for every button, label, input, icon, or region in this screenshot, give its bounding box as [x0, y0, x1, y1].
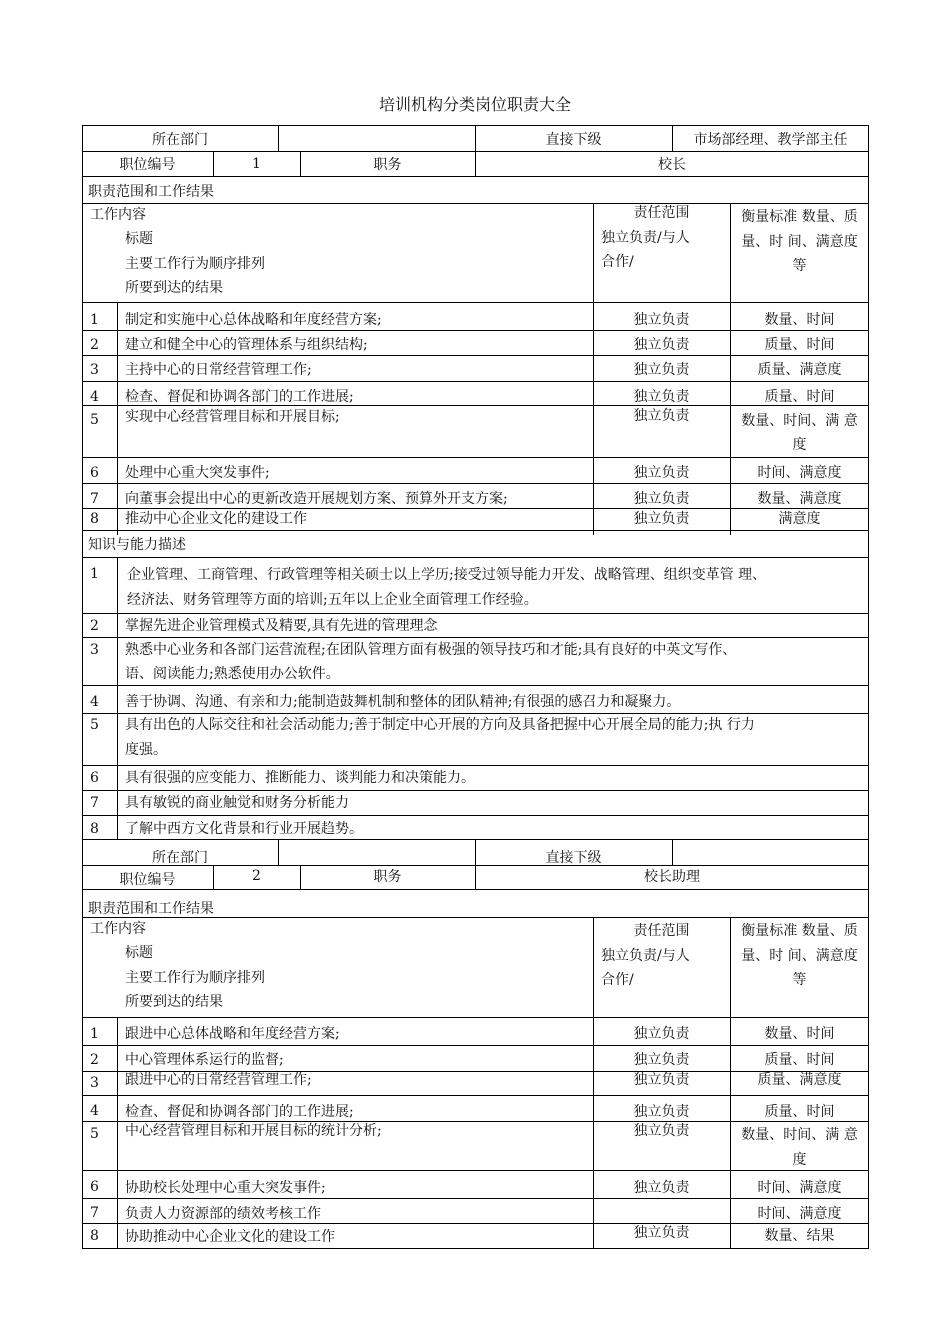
knowledge-number: 7 — [90, 795, 99, 811]
scope-header: 职责范围和工作结果 — [88, 184, 214, 200]
rule — [82, 1198, 869, 1199]
duty-responsibility: 独立负责 — [633, 491, 690, 507]
duty-text: 实现中心经营管理目标和开展目标; — [125, 409, 340, 425]
knowledge-text: 具有很强的应变能力、推断能力、谈判能力和决策能力。 — [125, 770, 475, 786]
duty-measure: 度 — [792, 437, 807, 453]
duty-number: 1 — [90, 1026, 99, 1042]
duty-number: 2 — [90, 337, 99, 353]
responsibility-header: 责任范围 — [633, 923, 690, 939]
duty-responsibility: 独立负责 — [633, 1123, 690, 1139]
rule — [82, 176, 869, 177]
dept-label: 所在部门 — [152, 850, 208, 866]
duty-text: 处理中心重大突发事件; — [125, 465, 270, 481]
duty-responsibility: 独立负责 — [633, 337, 690, 353]
rule — [82, 637, 869, 638]
rule — [82, 685, 869, 686]
content-header: 标题 — [125, 231, 153, 247]
rule — [117, 557, 118, 839]
duty-responsibility: 独立负责 — [633, 362, 690, 378]
rule — [82, 1045, 869, 1046]
responsibility-header: 合作/ — [601, 254, 634, 270]
duty-number: 1 — [90, 312, 99, 328]
document-title: 培训机构分类岗位职责大全 — [378, 95, 571, 114]
rule — [117, 1017, 118, 1249]
duty-number: 2 — [90, 1052, 99, 1068]
duty-number: 5 — [90, 412, 99, 428]
duty-measure: 数量、时间、满 意 — [741, 413, 858, 429]
knowledge-number: 2 — [90, 618, 99, 634]
rule — [82, 405, 869, 406]
job-table — [82, 125, 869, 1249]
duty-measure: 数量、时间、满 意 — [741, 1127, 858, 1143]
rule — [117, 302, 118, 535]
rule — [82, 483, 869, 484]
duty-responsibility: 独立负责 — [633, 312, 690, 328]
measure-header: 等 — [792, 972, 807, 988]
knowledge-number: 5 — [90, 717, 99, 733]
duty-text: 推动中心企业文化的建设工作 — [125, 511, 307, 527]
pos-no-value: 1 — [252, 156, 261, 172]
rule — [82, 530, 869, 531]
measure-header: 衡量标准 数量、质 — [741, 209, 858, 225]
duty-text: 中心管理体系运行的监督; — [125, 1052, 284, 1068]
rule — [82, 125, 83, 1249]
duty-text: 中心经营管理目标和开展目标的统计分析; — [125, 1123, 382, 1139]
responsibility-header: 独立负责/与人 — [601, 230, 690, 246]
knowledge-text: 熟悉中心业务和各部门运营流程;在团队管理方面有极强的领导技巧和才能;具有良好的中英文写作、 — [125, 642, 737, 658]
duty-number: 7 — [90, 1205, 99, 1221]
rule — [672, 839, 673, 865]
duty-measure: 数量、时间 — [764, 1026, 835, 1042]
knowledge-number: 8 — [90, 821, 99, 837]
knowledge-text: 掌握先进企业管理模式及精要,具有先进的管理理念 — [125, 618, 438, 634]
duty-measure: 质量、时间 — [764, 1104, 835, 1120]
duty-text: 检查、督促和协调各部门的工作进展; — [125, 389, 354, 405]
rule — [82, 1017, 869, 1018]
responsibility-header: 独立负责/与人 — [601, 948, 690, 964]
rule — [278, 125, 279, 151]
rule — [82, 889, 869, 890]
duty-responsibility: 独立负责 — [633, 1052, 690, 1068]
rule — [82, 381, 869, 382]
measure-header: 等 — [792, 258, 807, 274]
duty-responsibility: 独立负责 — [633, 511, 690, 527]
duty-measure: 满意度 — [778, 511, 821, 527]
scope-header: 职责范围和工作结果 — [88, 901, 214, 917]
duty-measure: 质量、时间 — [764, 1052, 835, 1068]
rule — [82, 765, 869, 766]
content-header: 工作内容 — [90, 207, 146, 223]
measure-header: 衡量标准 数量、质 — [741, 923, 858, 939]
content-header: 所要到达的结果 — [125, 994, 223, 1010]
content-header: 所要到达的结果 — [125, 280, 223, 296]
rule — [82, 557, 869, 558]
duty-text: 跟进中心总体战略和年度经营方案; — [125, 1026, 340, 1042]
duty-measure: 时间、满意度 — [757, 465, 842, 481]
duty-responsibility: 独立负责 — [633, 1180, 690, 1196]
rule — [82, 1121, 869, 1122]
subordinate-label: 直接下级 — [545, 850, 602, 866]
position-label: 职务 — [373, 869, 402, 885]
duty-text: 协助校长处理中心重大突发事件; — [125, 1180, 326, 1196]
duty-text: 跟进中心的日常经营管理工作; — [125, 1072, 312, 1088]
content-header: 标题 — [125, 945, 153, 961]
duty-number: 7 — [90, 491, 99, 507]
duty-responsibility: 独立负责 — [633, 1104, 690, 1120]
knowledge-text: 了解中西方文化背景和行业开展趋势。 — [125, 821, 363, 837]
rule — [82, 1170, 869, 1171]
knowledge-text: 语、阅读能力;熟悉使用办公软件。 — [125, 666, 340, 682]
rule — [82, 713, 869, 714]
duty-responsibility: 独立负责 — [633, 1026, 690, 1042]
duty-number: 5 — [90, 1126, 99, 1142]
duty-measure: 质量、时间 — [764, 337, 835, 353]
knowledge-text: 具有敏锐的商业触觉和财务分析能力 — [125, 795, 349, 811]
duty-measure: 数量、时间 — [764, 312, 835, 328]
duty-text: 建立和健全中心的管理体系与组织结构; — [125, 337, 368, 353]
pos-no-label: 职位编号 — [119, 872, 176, 888]
rule — [82, 815, 869, 816]
knowledge-text: 度强。 — [125, 742, 167, 758]
content-header: 主要工作行为顺序排列 — [125, 970, 265, 986]
duty-measure: 质量、满意度 — [757, 1072, 842, 1088]
knowledge-text: 经济法、财务管理等方面的培训;五年以上企业全面管理工作经验。 — [127, 592, 538, 608]
rule — [82, 355, 869, 356]
duty-text: 制定和实施中心总体战略和年度经营方案; — [125, 312, 382, 328]
responsibility-header: 合作/ — [601, 972, 634, 988]
duty-measure: 质量、满意度 — [757, 362, 842, 378]
rule — [82, 1095, 869, 1096]
rule — [82, 613, 869, 614]
duty-responsibility: 独立负责 — [633, 1072, 690, 1088]
measure-header: 量、时 间、满意度 — [741, 948, 858, 964]
duty-measure: 时间、满意度 — [757, 1180, 842, 1196]
knowledge-text: 企业管理、工商管理、行政管理等相关硕士以上学历;接受过领导能力开发、战略管理、组织变革管 理、 — [127, 567, 767, 583]
knowledge-header: 知识与能力描述 — [88, 537, 186, 553]
duty-text: 主持中心的日常经营管理工作; — [125, 362, 312, 378]
rule — [82, 508, 869, 509]
rule — [82, 302, 869, 303]
duty-text: 检查、督促和协调各部门的工作进展; — [125, 1104, 354, 1120]
rule — [82, 330, 869, 331]
duty-number: 4 — [90, 1103, 99, 1119]
position-value: 校长 — [658, 157, 686, 173]
rule — [82, 790, 869, 791]
duty-number: 3 — [90, 1075, 99, 1091]
duty-responsibility: 独立负责 — [633, 408, 690, 424]
content-header: 主要工作行为顺序排列 — [125, 256, 265, 272]
rule — [278, 839, 279, 865]
duty-number: 6 — [90, 465, 99, 481]
knowledge-text: 具有出色的人际交往和社会活动能力;善于制定中心开展的方向及具备把握中心开展全局的能力;执 行力 — [125, 717, 755, 733]
duty-text: 协助推动中心企业文化的建设工作 — [125, 1229, 335, 1245]
duty-responsibility: 独立负责 — [633, 389, 690, 405]
duty-measure: 时间、满意度 — [757, 1206, 842, 1222]
responsibility-header: 责任范围 — [633, 205, 690, 221]
knowledge-number: 4 — [90, 694, 99, 710]
dept-label: 所在部门 — [152, 132, 208, 148]
position-label: 职务 — [373, 157, 402, 173]
duty-measure: 质量、时间 — [764, 389, 835, 405]
rule — [82, 1223, 869, 1224]
rule — [82, 917, 869, 918]
pos-no-label: 职位编号 — [119, 157, 176, 173]
duty-number: 6 — [90, 1179, 99, 1195]
knowledge-text: 善于协调、沟通、有亲和力;能制造鼓舞机制和整体的团队精神;有很强的感召力和凝聚力。 — [125, 694, 681, 710]
knowledge-number: 3 — [90, 642, 99, 658]
duty-measure: 度 — [792, 1152, 807, 1168]
rule — [82, 457, 869, 458]
duty-number: 4 — [90, 389, 99, 405]
subordinate-value: 市场部经理、教学部主任 — [693, 132, 848, 148]
content-header: 工作内容 — [90, 921, 146, 937]
duty-responsibility: 独立负责 — [633, 1225, 690, 1241]
duty-number: 8 — [90, 511, 99, 527]
duty-number: 8 — [90, 1228, 99, 1244]
knowledge-number: 6 — [90, 770, 99, 786]
rule — [82, 1248, 869, 1249]
subordinate-label: 直接下级 — [545, 132, 602, 148]
position-value: 校长助理 — [644, 869, 700, 885]
duty-number: 3 — [90, 362, 99, 378]
knowledge-number: 1 — [90, 566, 99, 582]
duty-measure: 数量、满意度 — [757, 491, 842, 507]
duty-responsibility: 独立负责 — [633, 465, 690, 481]
duty-text: 向董事会提出中心的更新改造开展规划方案、预算外开支方案; — [125, 491, 508, 507]
duty-measure: 数量、结果 — [764, 1228, 835, 1244]
measure-header: 量、时 间、满意度 — [741, 234, 858, 250]
rule — [82, 203, 869, 204]
duty-text: 负责人力资源部的绩效考核工作 — [125, 1206, 321, 1222]
pos-no-value: 2 — [252, 868, 261, 884]
